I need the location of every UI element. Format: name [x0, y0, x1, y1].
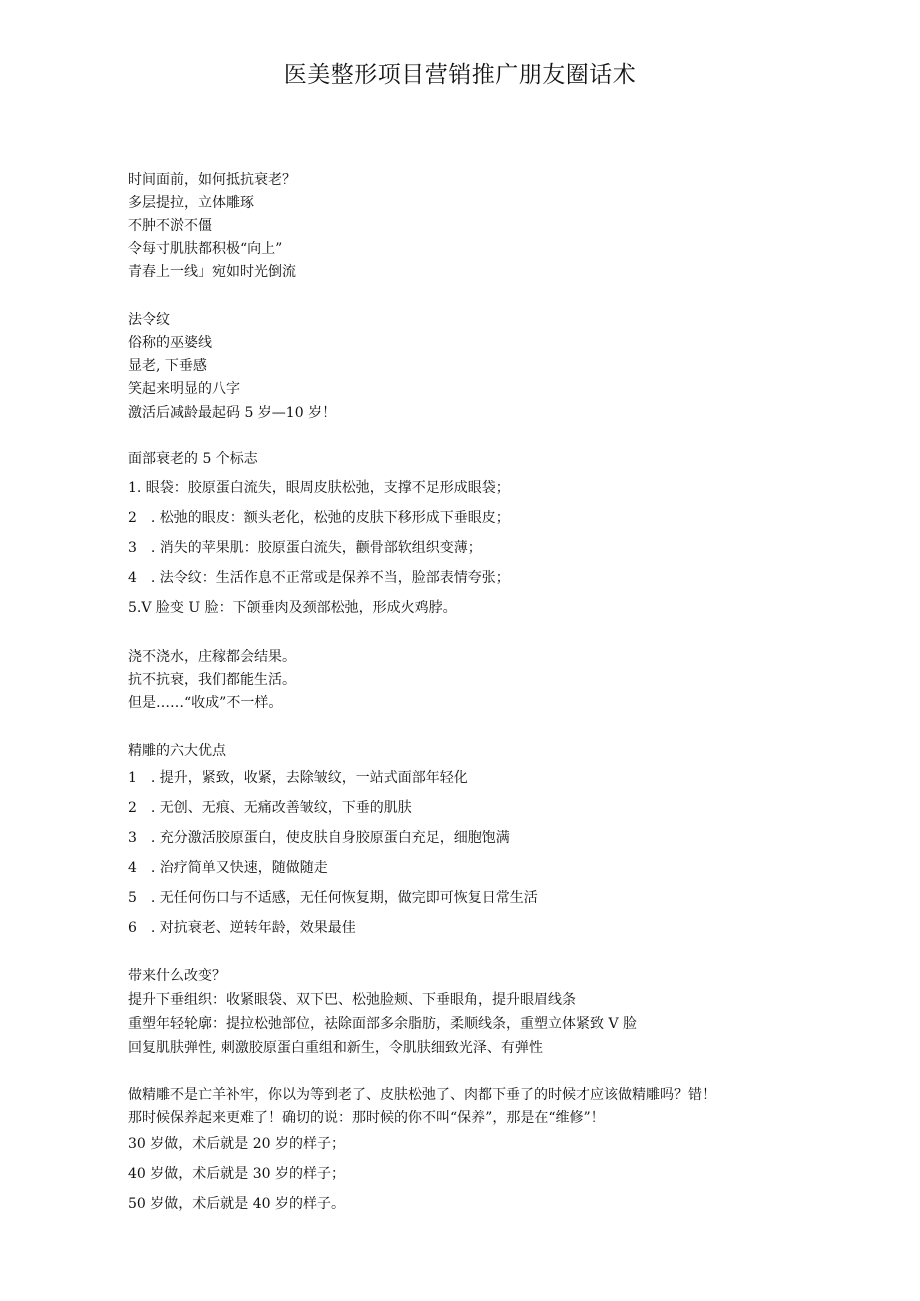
text-line: 30 岁做，术后就是 20 岁的样子； [128, 1136, 345, 1152]
section-heading: 面部衰老的 5 个标志 [128, 451, 258, 467]
text-line: 抗不抗衰，我们都能生活。 [128, 672, 296, 688]
text-line: 俗称的巫婆线 [128, 335, 212, 351]
text-line: 重塑年轻轮廓：提拉松弛部位，祛除面部多余脂肪，柔顺线条，重塑立体紧致 V 脸 [128, 1016, 638, 1032]
list-item: 2 . 松弛的眼皮：额头老化，松弛的皮肤下移形成下垂眼皮； [128, 510, 510, 526]
section-heading: 带来什么改变？ [128, 968, 226, 984]
text-line: 青春上一线」宛如时光倒流 [128, 264, 296, 280]
list-item: 4 . 法令纹：生活作息不正常或是保养不当，脸部表情夸张； [128, 570, 510, 586]
text-line: 令每寸肌肤都积极“向上” [128, 241, 283, 257]
text-line: 显老, 下垂感 [128, 358, 207, 374]
list-item: 5.V 脸变 U 脸：下颌垂肉及颈部松弛，形成火鸡脖。 [128, 600, 457, 616]
text-line: 激活后减龄最起码 5 岁—10 岁！ [128, 405, 337, 421]
text-line: 不肿不淤不僵 [128, 218, 212, 234]
list-item: 4 . 治疗简单又快速，随做随走 [128, 860, 328, 876]
text-line: 时间面前，如何抵抗衰老？ [128, 172, 296, 188]
text-line: 笑起来明显的八字 [128, 381, 240, 397]
text-line: 那时候保养起来更难了！确切的说：那时候的你不叫“保养”，那是在“维修”！ [128, 1110, 605, 1126]
text-line: 做精雕不是亡羊补牢，你以为等到老了、皮肤松弛了、肉都下垂了的时候才应该做精雕吗？错！ [128, 1087, 716, 1103]
list-item: 5 . 无任何伤口与不适感，无任何恢复期，做完即可恢复日常生活 [128, 890, 538, 906]
text-line: 40 岁做，术后就是 30 岁的样子； [128, 1166, 345, 1182]
document-title: 医美整形项目营销推广朋友圈话术 [283, 62, 637, 88]
text-line: 回复肌肤弹性, 刺激胶原蛋白重组和新生，令肌肤细致光泽、有弹性 [128, 1040, 543, 1056]
section-heading: 精雕的六大优点 [128, 743, 226, 759]
text-line: 提升下垂组织：收紧眼袋、双下巴、松弛脸颊、下垂眼角，提升眼眉线条 [128, 992, 576, 1008]
list-item: 2 . 无创、无痕、无痛改善皱纹，下垂的肌肤 [128, 800, 412, 816]
text-line: 法令纹 [128, 312, 170, 328]
list-item: 6 . 对抗衰老、逆转年龄，效果最佳 [128, 920, 356, 936]
text-line: 多层提拉，立体雕琢 [128, 195, 254, 211]
list-item: 1. 眼袋：胶原蛋白流失，眼周皮肤松弛，支撑不足形成眼袋； [128, 480, 510, 496]
text-line: 但是……“收成”不一样。 [128, 695, 283, 711]
list-item: 3 . 充分激活胶原蛋白，使皮肤自身胶原蛋白充足，细胞饱满 [128, 830, 510, 846]
text-line: 50 岁做，术后就是 40 岁的样子。 [128, 1196, 345, 1212]
list-item: 1 . 提升，紧致，收紧，去除皱纹，一站式面部年轻化 [128, 770, 468, 786]
list-item: 3 . 消失的苹果肌：胶原蛋白流失，颧骨部软组织变薄； [128, 540, 482, 556]
text-line: 浇不浇水，庄稼都会结果。 [128, 649, 296, 665]
